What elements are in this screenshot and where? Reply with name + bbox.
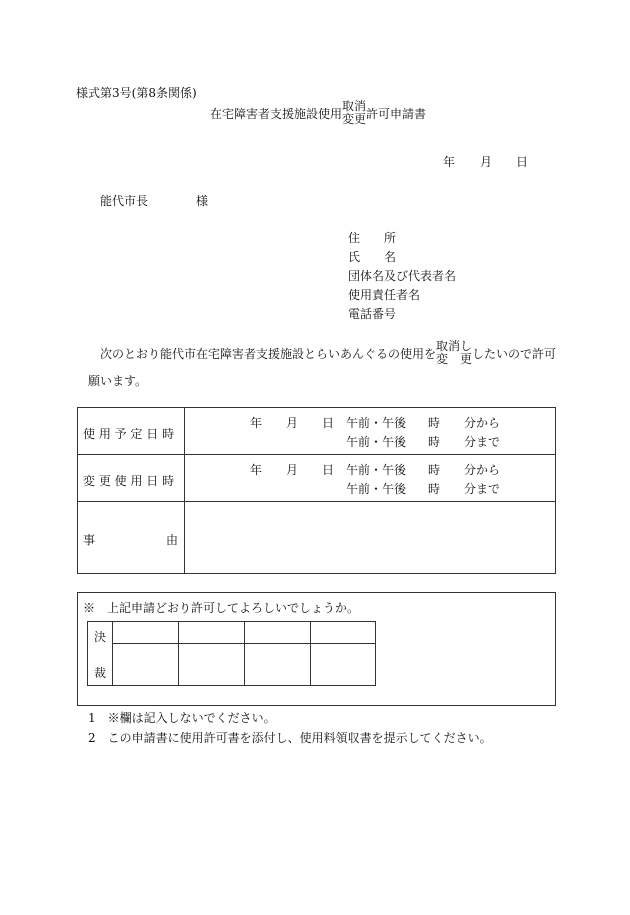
title-option-change: 変更 [342,112,367,126]
body-part-2: したいので許可 [472,346,557,361]
row2-until: 分まで [464,482,501,496]
title-options [342,100,366,126]
field-responsible-person: 使用責任者名 [348,288,421,302]
approval-grid-divider-3 [244,621,245,686]
field-address: 住 所 [348,231,397,245]
field-organization: 団体名及び代表者名 [348,269,457,283]
row1-until: 分まで [464,435,501,449]
approval-label-top: 決 [94,630,107,644]
row2-ampm-end: 午前・午後 [346,482,407,496]
form-number: 様式第3号(第8条関係) [76,86,197,100]
row-label-reason-a: 事 [83,533,96,547]
footnote-2: 2 この申請書に使用許可書を添付し、使用料領収書を提示してください。 [88,731,492,745]
table-row-divider-1 [77,454,556,455]
row2-hour-start: 時 [428,463,441,477]
addressee-honorific: 様 [196,194,209,208]
row2-ampm-start: 午前・午後 [346,463,407,477]
body-option-cancel: 取消し [436,339,473,353]
row1-ampm-end: 午前・午後 [346,435,407,449]
addressee-name: 能代市長 [100,194,149,208]
title-option-cancel: 取消 [342,99,367,113]
row1-ampm-start: 午前・午後 [346,416,407,430]
field-name: 氏 名 [348,250,397,264]
footnote-1: 1 ※欄は記入しないでください。 [88,711,276,725]
row2-hour-end: 時 [428,482,441,496]
row-label-reason-b: 由 [166,533,179,547]
approval-grid-divider-1 [112,621,113,686]
approval-note: ※ 上記申請どおり許可してよろしいでしょうか。 [83,601,360,615]
document-title [210,100,426,126]
row1-year: 年 [250,416,263,430]
row1-hour-start: 時 [428,416,441,430]
row2-year: 年 [250,463,263,477]
row1-month: 月 [286,416,299,430]
row-label-changed-datetime: 変 更 使 用 日 時 [83,474,175,488]
row2-from: 分から [464,463,501,477]
body-line-1 [100,340,556,366]
approval-grid-divider-4 [310,621,311,686]
body-options [436,340,472,366]
title-prefix: 在宅障害者支援施設使用 [210,106,343,121]
approval-grid-divider-2 [178,621,179,686]
approval-grid-row-divider [112,643,376,644]
date-day: 日 [516,155,529,169]
table-row-divider-2 [77,501,556,502]
field-phone: 電話番号 [348,307,397,321]
row2-month: 月 [286,463,299,477]
date-month: 月 [480,155,493,169]
approval-label-bottom: 裁 [94,666,107,680]
row1-from: 分から [464,416,501,430]
approval-grid [87,621,376,686]
row-label-planned-datetime: 使 用 予 定 日 時 [83,427,175,441]
body-line-2: 願います。 [88,374,148,388]
row1-day: 日 [322,416,335,430]
row1-hour-end: 時 [428,435,441,449]
table-column-divider [184,407,185,574]
title-suffix: 許可申請書 [366,106,427,121]
body-option-change: 変 更 [436,352,473,366]
date-year: 年 [443,155,456,169]
row2-day: 日 [322,463,335,477]
body-part-1: 次のとおり能代市在宅障害者支援施設とらいあんぐるの使用を [100,346,437,361]
